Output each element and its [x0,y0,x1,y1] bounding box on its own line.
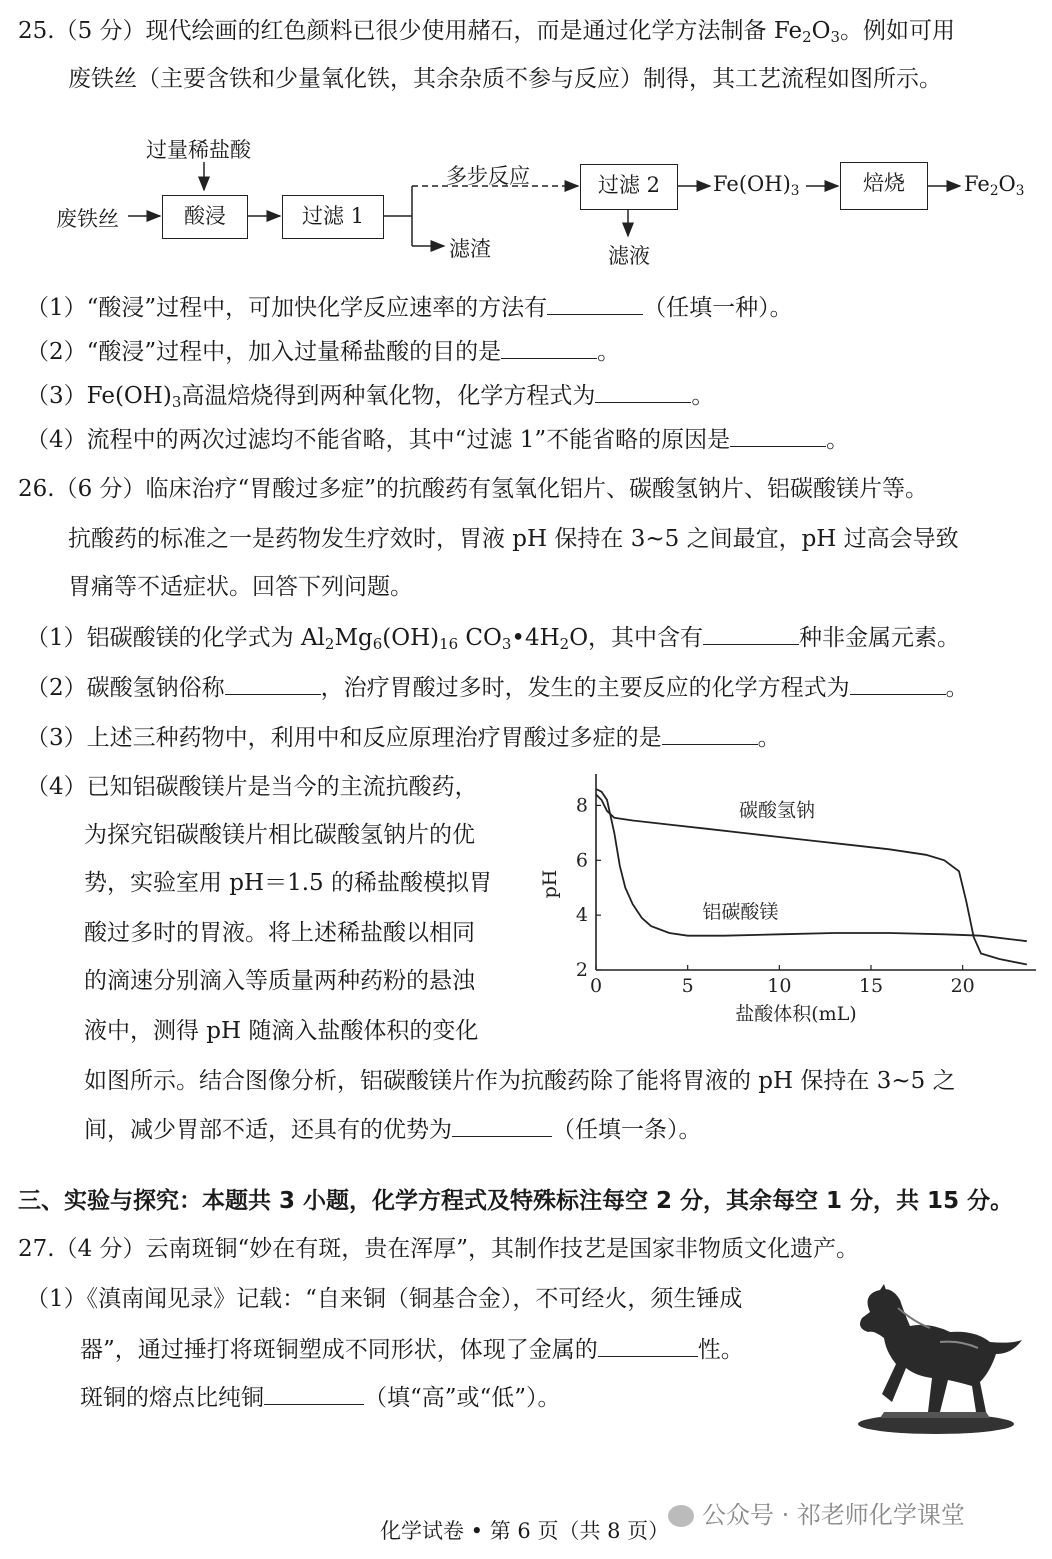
watermark: 公众号 · 祁老师化学课堂 [668,1500,965,1530]
box-roast: 焙烧 [840,162,928,210]
product-feoh3: $Fe(OH)_3$ [713,172,800,199]
product-fe2o3: $Fe_2O_3$ [964,172,1025,199]
x-tick-label: 10 [767,975,792,997]
y-tick-label: 8 [575,794,588,817]
series-label-sodium-bicarbonate: 碳酸氢钠 [739,799,816,822]
y-tick-label: 6 [575,849,588,872]
input-label: 废铁丝 [56,207,119,231]
x-tick-label: 5 [681,975,694,997]
q25-sub2: （2）“酸浸”过程中，加入过量稀盐酸的目的是 。 [26,336,620,367]
reagent-label: 过量稀盐酸 [146,138,251,162]
answer-blank[interactable] [225,672,321,695]
multistep-label: 多步反应 [446,164,530,188]
q26-sub3: （3）上述三种药物中，利用中和反应原理治疗胃酸过多症的是 。 [26,722,781,753]
q26-stem-line1: 26.（6 分）临床治疗“胃酸过多症”的抗酸药有氢氧化铝片、碳酸氢钠片、铝碳酸镁片等。 [18,476,929,502]
answer-blank[interactable] [730,424,826,447]
q27-stem: 27.（4 分）云南斑铜“妙在有斑，贵在浑厚”，其制作技艺是国家非物质文化遗产。 [18,1236,860,1262]
q26-sub2: （2）碳酸氢钠俗称 ，治疗胃酸过多时，发生的主要反应的化学方程式为 。 [26,672,969,703]
q26-stem-line2: 抗酸药的标准之一是药物发生疗效时，胃液 pH 保持在 3~5 之间最宜，pH 过高会导致 [68,526,959,552]
q25-sub3: $(3)Fe(OH)_3$高温焙烧得到两种氧化物，化学方程式为 。 [26,380,714,411]
answer-blank[interactable] [662,722,758,745]
y-axis-label: pH [539,869,561,899]
section-3-heading: 三、实验与探究：本题共 3 小题，化学方程式及特殊标注每空 2 分，其余每空 1 分，共 15 分。 [18,1188,1014,1214]
box-filter-1: 过滤 1 [282,195,384,239]
q25-sub4: （4）流程中的两次过滤均不能省略，其中“过滤 1”不能省略的原因是 。 [26,424,849,455]
q26-stem-line3: 胃痛等不适症状。回答下列问题。 [68,574,413,600]
q26-sub4-line5: 的滴速分别滴入等质量两种药粉的悬浊 [84,968,475,994]
q26-sub4-line7: 如图所示。结合图像分析，铝碳酸镁片作为抗酸药除了能将胃液的 pH 保持在 3~5 之 [84,1068,956,1094]
answer-blank[interactable] [850,672,946,695]
q26-sub4-line4: 酸过多时的胃液。将上述稀盐酸以相同 [84,920,475,946]
x-axis-label: 盐酸体积(mL) [735,1003,857,1025]
box-acid-leach: 酸浸 [162,195,248,239]
y-tick-label: 4 [575,904,588,927]
q27-sub1-line1: （1）《滇南闻见录》记载：“自来铜（铜基合金），不可经火，须生锤成 [26,1286,743,1312]
bronze-horse-image [840,1282,1030,1442]
x-tick-label: 0 [589,975,603,997]
q25-sub1: （1）“酸浸”过程中，可加快化学反应速率的方法有 （任填一种）。 [26,292,793,323]
series-label-hydrotalcite: 铝碳酸镁 [702,900,779,923]
q26-sub4-line1: （4）已知铝碳酸镁片是当今的主流抗酸药， [26,774,478,800]
wechat-icon [668,1505,694,1527]
answer-blank[interactable] [452,1114,552,1137]
q26-sub4-line3: 势，实验室用 pH＝1.5 的稀盐酸模拟胃 [84,870,492,896]
x-tick-label: 15 [858,975,884,997]
residue-label: 滤渣 [449,237,491,261]
q27-sub1-line3: 斑铜的熔点比纯铜 （填“高”或“低”）。 [80,1382,561,1413]
chart-axes [596,774,1036,970]
x-tick-label: 20 [950,975,975,997]
q26-sub4-line8: 间，减少胃部不适，还具有的优势为 （任填一条）。 [84,1114,702,1145]
answer-blank[interactable] [703,622,799,645]
answer-blank[interactable] [264,1382,364,1405]
y-tick-label: 2 [575,959,588,981]
box-filter-2: 过滤 2 [580,164,678,210]
filtrate-label: 滤液 [608,244,650,268]
answer-blank[interactable] [501,336,597,359]
q26-sub1: （1）铝碳酸镁的化学式为 $Al_2Mg_6(OH)_{16}$ $CO_3•4H_2O$，其中含有 种非金属元素。 [26,622,960,653]
q26-sub4-line6: 液中，测得 pH 随滴入盐酸体积的变化 [84,1018,479,1044]
q25-stem-line1: 25.（5 分）现代绘画的红色颜料已很少使用赭石，而是通过化学方法制备 $Fe_2O_3$。例如可用 [18,18,956,46]
q27-sub1-line2: 器”，通过捶打将斑铜塑成不同形状，体现了金属的 性。 [80,1334,744,1365]
answer-blank[interactable] [547,292,643,315]
answer-blank[interactable] [598,1334,698,1357]
q26-sub4-line2: 为探究铝碳酸镁片相比碳酸氢钠片的优 [84,822,475,848]
page-footer: 化学试卷 • 第 6 页（共 8 页） [380,1519,670,1543]
q25-stem-line2: 废铁丝（主要含铁和少量氧化铁，其余杂质不参与反应）制得，其工艺流程如图所示。 [68,66,942,92]
answer-blank[interactable] [595,380,691,403]
ph-chart [530,764,1050,1044]
